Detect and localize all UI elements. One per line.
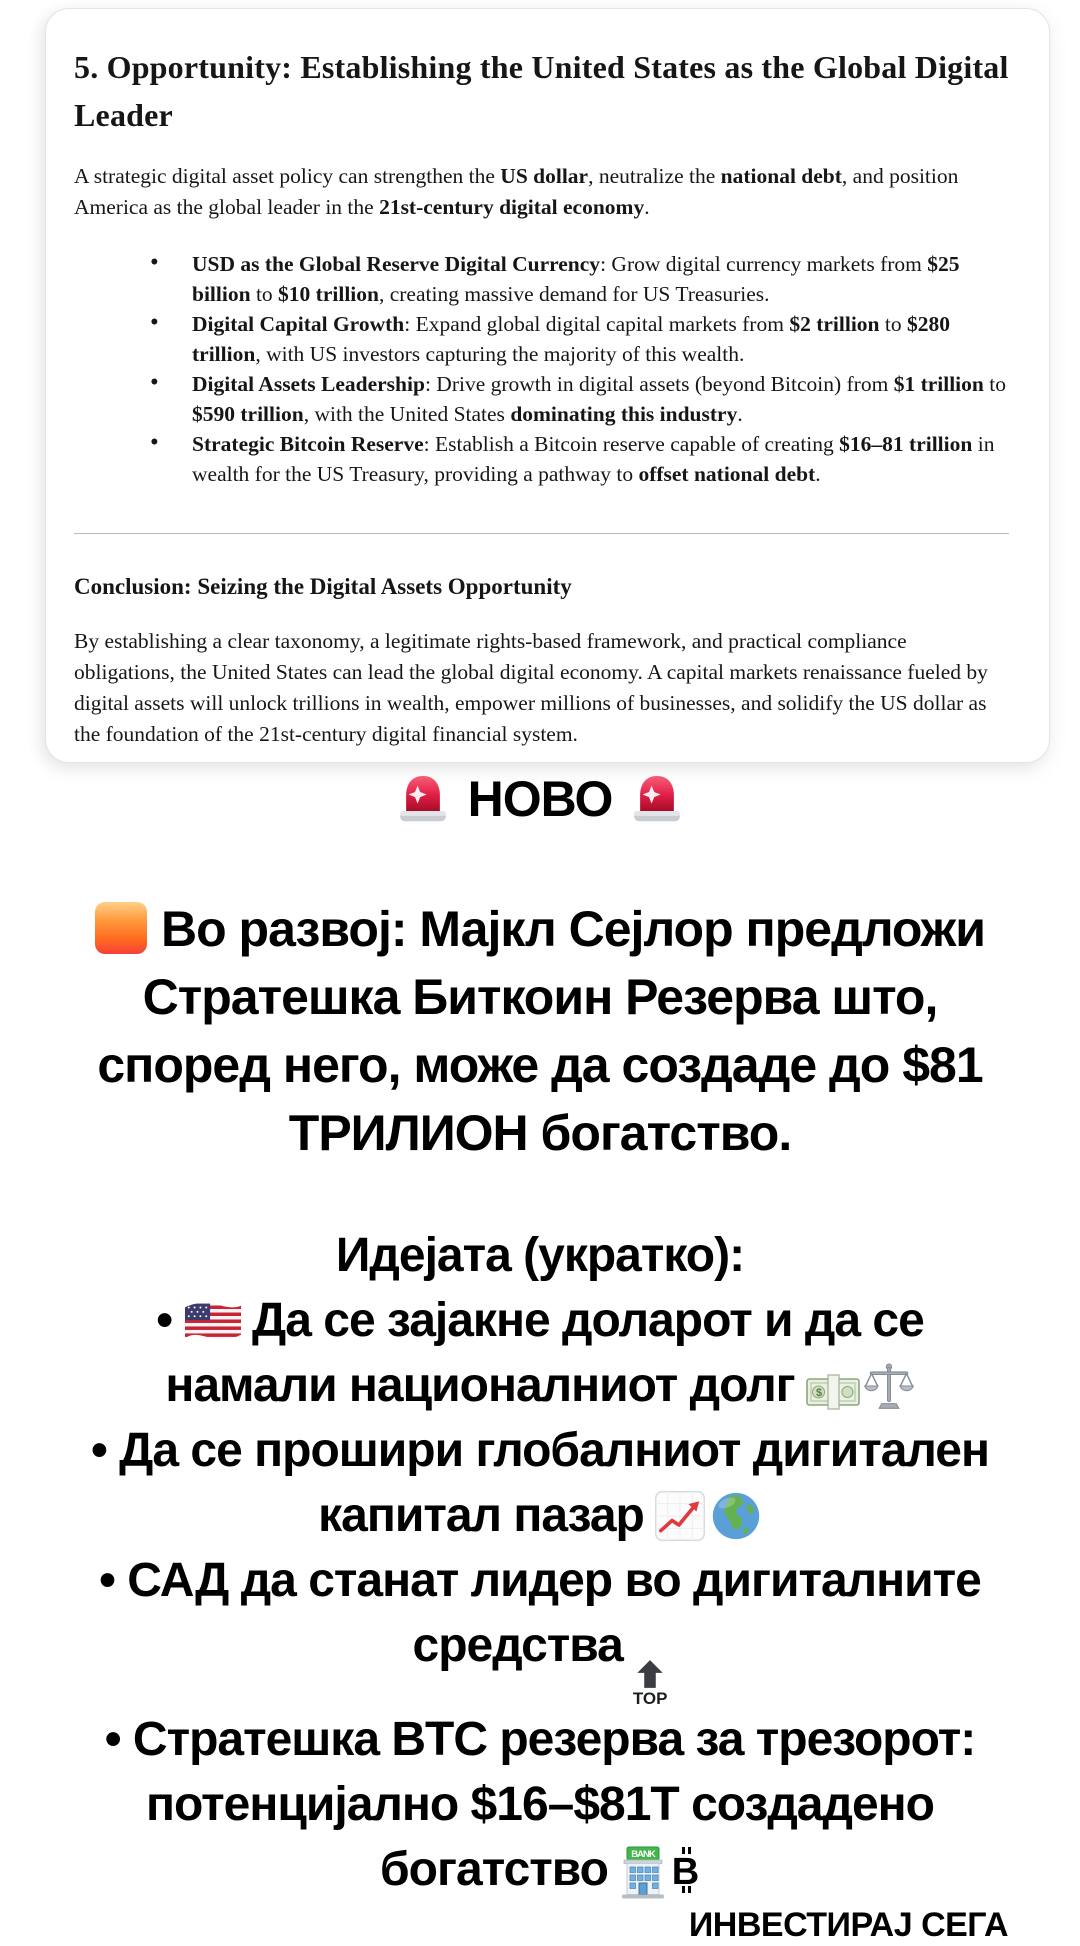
orange-square-icon xyxy=(95,902,147,954)
bitcoin-icon xyxy=(670,1846,700,1894)
police-light-icon xyxy=(396,773,450,825)
balance-scale-icon xyxy=(863,1361,915,1413)
globe-icon xyxy=(710,1490,762,1542)
idea-bullet-2-line-2: капитал пазар xyxy=(0,1483,1080,1548)
news-badge-text: НОВО xyxy=(467,771,613,827)
svg-text:B: B xyxy=(671,1851,699,1893)
invest-now-cta[interactable]: ИНВЕСТИРАЈ СЕГА xyxy=(688,1906,1008,1944)
idea-bullet-4-line-2: потенцијално $16–$81T создадено xyxy=(146,1778,934,1831)
news-badge-line xyxy=(0,767,1080,831)
bullet-item: • Strategic Bitcoin Reserve: Establish a Bitcoin reserve capable of creating $16–81 trillion in wealth for the US Treasury, providing a pathway to offset national debt. xyxy=(192,429,1009,489)
conclusion-heading: Conclusion: Seizing the Digital Assets Opportunity xyxy=(74,574,572,599)
us-flag-icon xyxy=(182,1299,244,1345)
bullet-item: • USD as the Global Reserve Digital Currency: Grow digital currency markets from $25 billion to $10 trillion, creating massive demand for US Treasuries. xyxy=(192,249,1009,309)
section-divider xyxy=(74,533,1009,534)
bullet-item: • Digital Assets Leadership: Drive growth in digital assets (beyond Bitcoin) from $1 trillion to $590 trillion, with the United States dominating this industry. xyxy=(192,369,1009,429)
developing-story-line: Во развој: Мајкл Сејлор предложи xyxy=(0,895,1080,963)
idea-bullet-3-line-2: средства TOP xyxy=(412,1619,668,1708)
developing-story-line: ТРИЛИОН богатство. xyxy=(288,1105,792,1161)
bullet-item: • Digital Capital Growth: Expand global digital capital markets from $2 trillion to $280 trillion, with US investors capturing the majority of this wealth. xyxy=(192,309,1009,369)
document-card xyxy=(45,8,1050,763)
document-bullet-list xyxy=(192,249,1009,489)
idea-bullet-1-line-1: • Да се зајакне доларот и да се xyxy=(156,1294,924,1347)
top-arrow-icon: TOP xyxy=(633,1659,668,1707)
idea-bullet-2-line-1: • Да се прошири глобалниот дигитален xyxy=(91,1424,989,1477)
cta-line xyxy=(0,1904,1080,1946)
bank-icon xyxy=(618,1846,668,1900)
conclusion-paragraph: By establishing a clear taxonomy, a legitimate rights-based framework, and practical compliance obligations, the United States can lead the global digital economy. A capital markets renaissance fueled by digital assets will unlock trillions in wealth, empower millions of businesses, and solidify the US dollar as the foundation of the 21st-century digital financial system. xyxy=(74,629,988,746)
caption-block xyxy=(0,767,1080,1946)
police-light-icon xyxy=(630,773,684,825)
svg-text:BANK: BANK xyxy=(631,1849,655,1860)
developing-story-line: според него, може да создаде до $81 xyxy=(97,1037,983,1093)
dollar-banknote-icon xyxy=(805,1369,861,1413)
idea-title: Идејата (укратко): xyxy=(335,1229,745,1282)
developing-story-line: Стратешка Биткоин Резерва што, xyxy=(142,969,938,1025)
developing-story xyxy=(0,895,1080,1167)
idea-bullet-4-line-1: • Стратешка BTC резерва за трезорот: xyxy=(104,1713,976,1766)
chart-increasing-icon xyxy=(654,1490,706,1542)
idea-bullet-3-line-1: • САД да станат лидер во дигиталните xyxy=(99,1554,981,1607)
svg-text:$: $ xyxy=(815,1387,821,1399)
idea-bullet-4-line-3: богатство BANK B xyxy=(0,1837,1080,1902)
document-intro-paragraph: A strategic digital asset policy can strengthen the US dollar, neutralize the national debt, and position America as the global leader in the 21st-century digital economy. xyxy=(74,164,959,219)
idea-bullet-1-line-2: намали националниот долг $ xyxy=(0,1353,1080,1418)
document-heading: 5. Opportunity: Establishing the United States as the Global Digital Leader xyxy=(74,49,1009,133)
